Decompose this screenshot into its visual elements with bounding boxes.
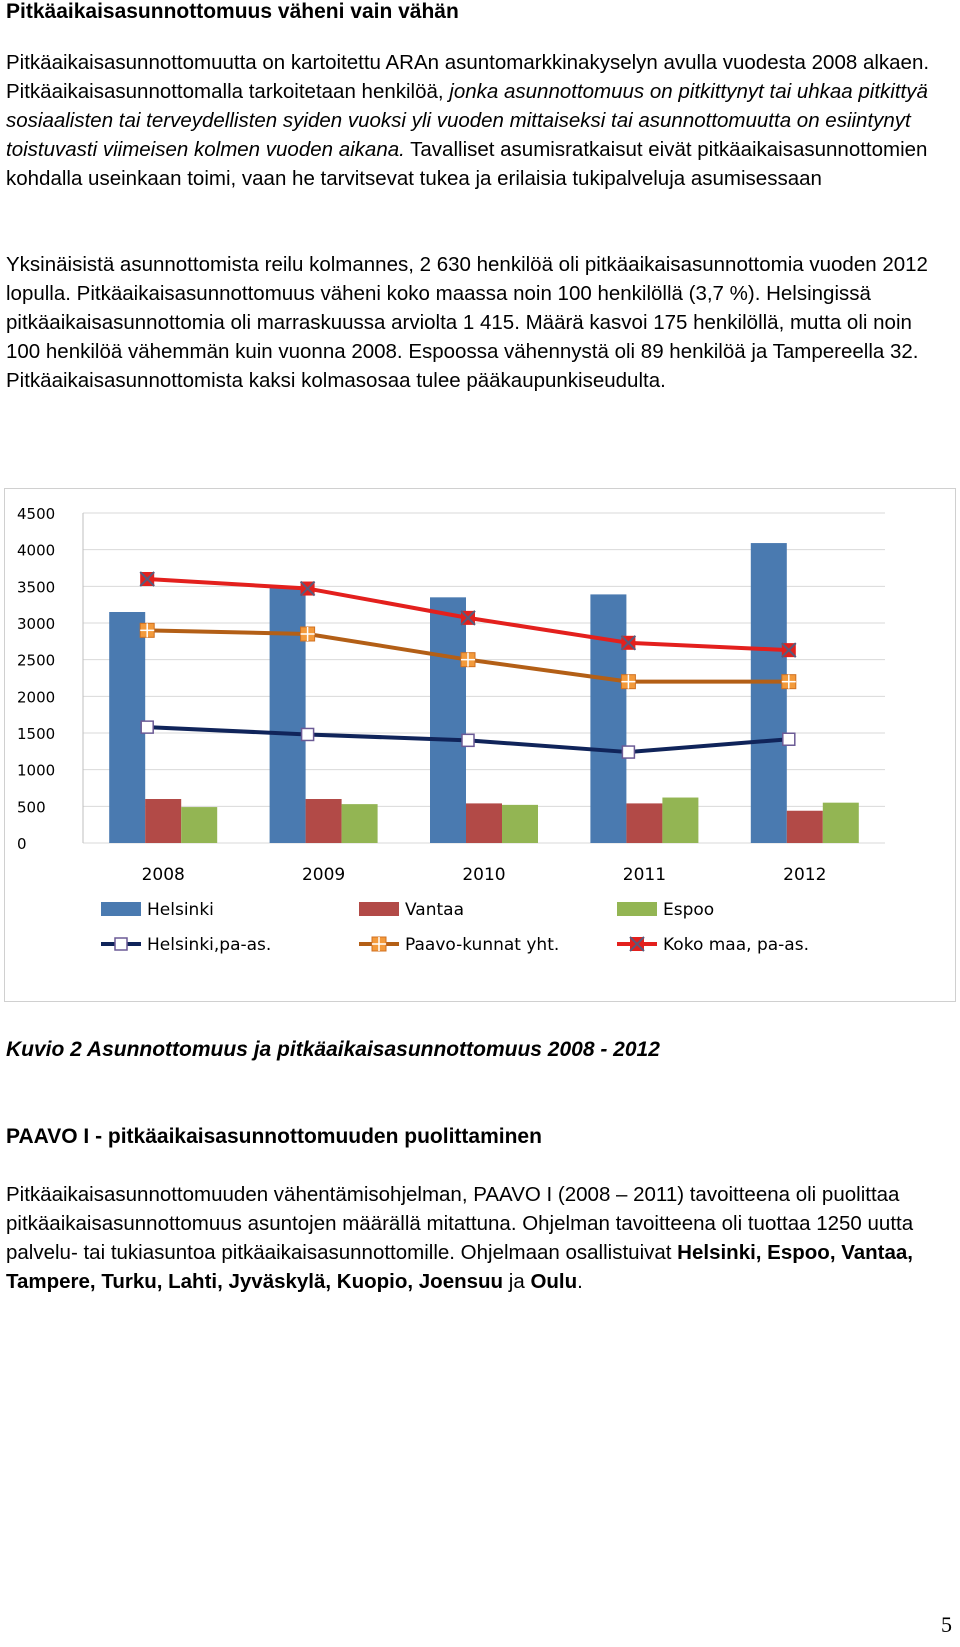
bar-helsinki-2009 — [270, 588, 306, 843]
bar-espoo-2012 — [823, 803, 859, 843]
point-paavo-kunnat-yht--2009 — [301, 627, 315, 641]
marker-square — [622, 746, 634, 758]
definition-text: jonka asunnottomuus on pitkittynyt tai uhkaa pitkittyä sosiaalisten tai terveydellisten syiden vuoksi yli vuoden mittaiseksi tai asunnottomuutta on esiintynyt toistuvasti viimeisen kolmen vuoden aikana. — [6, 80, 928, 161]
marker-square — [302, 728, 314, 740]
y-tick-label: 500 — [17, 798, 46, 817]
bar-vantaa-2012 — [787, 811, 823, 843]
point-koko-maa-pa-as--2009 — [301, 582, 315, 596]
intro-text: Pitkäaikaisasunnottomuutta on kartoitettu ARAn asuntomarkkinakyselyn avulla vuodesta 2008 alkaen. Pitkäaikaisasunnottomalla tarkoitetaan henkilöä, — [6, 51, 930, 103]
y-tick-label: 1500 — [17, 725, 56, 743]
marker-square — [141, 721, 153, 733]
chart-container — [4, 488, 956, 1002]
y-tick-label: 3000 — [17, 615, 56, 633]
chart — [5, 489, 955, 1001]
marker-square — [115, 938, 127, 950]
intro-paragraph — [6, 48, 931, 193]
subheading: PAAVO I - pitkäaikaisasunnottomuuden puolittaminen — [6, 1125, 542, 1148]
intro-text-end: Tavalliset asumisratkaisut eivät pitkäaikaisasunnottomien kohdalla useinkaan toimi, vaan he tarvitsevat tukea ja erilaisia tukipalveluja asumisessaan — [6, 138, 928, 190]
point-koko-maa-pa-as--2011 — [621, 636, 635, 650]
bar-espoo-2008 — [181, 807, 217, 843]
legend-label: Espoo — [663, 900, 715, 920]
section-heading: Pitkäaikaisasunnottomuus väheni vain vähän — [6, 0, 459, 23]
marker-square — [783, 733, 795, 745]
point-paavo-kunnat-yht--2012 — [782, 675, 796, 689]
point-helsinki-pa-as--2010 — [462, 734, 474, 746]
legend-marker — [630, 937, 644, 951]
participant-cities: Helsinki, Espoo, Vantaa, Tampere, Turku, Lahti, Jyväskylä, Kuopio, Joensuu — [6, 1241, 914, 1293]
paavo-paragraph — [6, 1180, 931, 1296]
y-tick-label: 4500 — [17, 505, 56, 523]
bar-vantaa-2008 — [145, 799, 181, 843]
y-tick-label: 1000 — [17, 761, 56, 780]
y-tick-label: 2000 — [17, 688, 56, 707]
participant-city-last: Oulu — [530, 1270, 578, 1293]
bar-helsinki-2012 — [751, 543, 787, 843]
paavo-text-and: ja — [503, 1270, 531, 1293]
point-koko-maa-pa-as--2008 — [140, 572, 154, 586]
bar-espoo-2011 — [662, 798, 698, 843]
statistics-text: Yksinäisistä asunnottomista reilu kolmannes, 2 630 henkilöä oli pitkäaikaisasunnottomia vuoden 2012 lopulla. Pitkäaikaisasunnottomuus väheni koko maassa noin 100 henkilöllä (3,7 %). Helsingissä pitkäaikaisasunnottomia oli marraskuussa arviolta 1 415. Määrä kasvoi 175 henkilöllä, mutta oli noin 100 henkilöä vähemmän kuin vuonna 2008. Espoossa vähennystä oli 89 henkilöä ja Tampereella 32. Pitkäaikaisasunnottomista kaksi kolmasosaa tulee pääkaupunkiseudulta. — [6, 253, 928, 392]
point-paavo-kunnat-yht--2010 — [461, 653, 475, 667]
bar-vantaa-2009 — [306, 799, 342, 843]
figure-caption: Kuvio 2 Asunnottomuus ja pitkäaikaisasunnottomuus 2008 - 2012 — [6, 1038, 660, 1061]
legend-label: Helsinki — [147, 900, 214, 920]
marker-square — [462, 734, 474, 746]
point-koko-maa-pa-as--2010 — [461, 611, 475, 625]
bar-helsinki-2011 — [590, 594, 626, 843]
y-tick-label: 4000 — [17, 541, 56, 560]
paavo-text: Pitkäaikaisasunnottomuuden vähentämisohjelman, PAAVO I (2008 – 2011) tavoitteena oli puolittaa pitkäaikaisasunnottomuus asuntojen määrällä mitattuna. Ohjelman tavoitteena oli tuottaa 1250 uutta palvelu- tai tukiasuntoa pitkäaikaisasunnottomille. Ohjelmaan osallistuivat — [6, 1183, 914, 1264]
point-helsinki-pa-as--2011 — [622, 746, 634, 758]
x-tick-label: 2010 — [462, 865, 506, 885]
page-number: 5 — [941, 1612, 952, 1637]
y-tick-label: 3500 — [17, 578, 56, 597]
legend-swatch-vantaa — [359, 902, 399, 916]
point-helsinki-pa-as--2012 — [783, 733, 795, 745]
bar-espoo-2010 — [502, 805, 538, 843]
bar-vantaa-2011 — [626, 803, 662, 843]
y-tick-label: 2500 — [17, 651, 56, 670]
bar-vantaa-2010 — [466, 803, 502, 843]
legend-swatch-espoo — [617, 902, 657, 916]
legend-label: Koko maa, pa-as. — [663, 935, 809, 955]
legend-label: Vantaa — [405, 900, 465, 920]
legend-marker — [372, 937, 386, 951]
x-tick-label: 2011 — [622, 865, 667, 885]
point-helsinki-pa-as--2008 — [141, 721, 153, 733]
statistics-paragraph — [6, 250, 931, 395]
legend-swatch-helsinki — [101, 902, 141, 916]
y-tick-label: 0 — [17, 835, 27, 853]
x-tick-label: 2008 — [141, 865, 185, 885]
point-koko-maa-pa-as--2012 — [782, 643, 796, 657]
legend-label: Helsinki,pa-as. — [147, 935, 272, 955]
point-paavo-kunnat-yht--2008 — [140, 623, 154, 637]
bar-helsinki-2010 — [430, 597, 466, 843]
bar-helsinki-2008 — [109, 612, 145, 843]
paavo-text-end: . — [577, 1270, 583, 1293]
legend-label: Paavo-kunnat yht. — [405, 935, 560, 955]
point-helsinki-pa-as--2009 — [302, 728, 314, 740]
x-tick-label: 2009 — [301, 865, 346, 885]
legend-marker — [115, 938, 127, 950]
point-paavo-kunnat-yht--2011 — [621, 675, 635, 689]
x-tick-label: 2012 — [783, 865, 827, 885]
bar-espoo-2009 — [342, 804, 378, 843]
